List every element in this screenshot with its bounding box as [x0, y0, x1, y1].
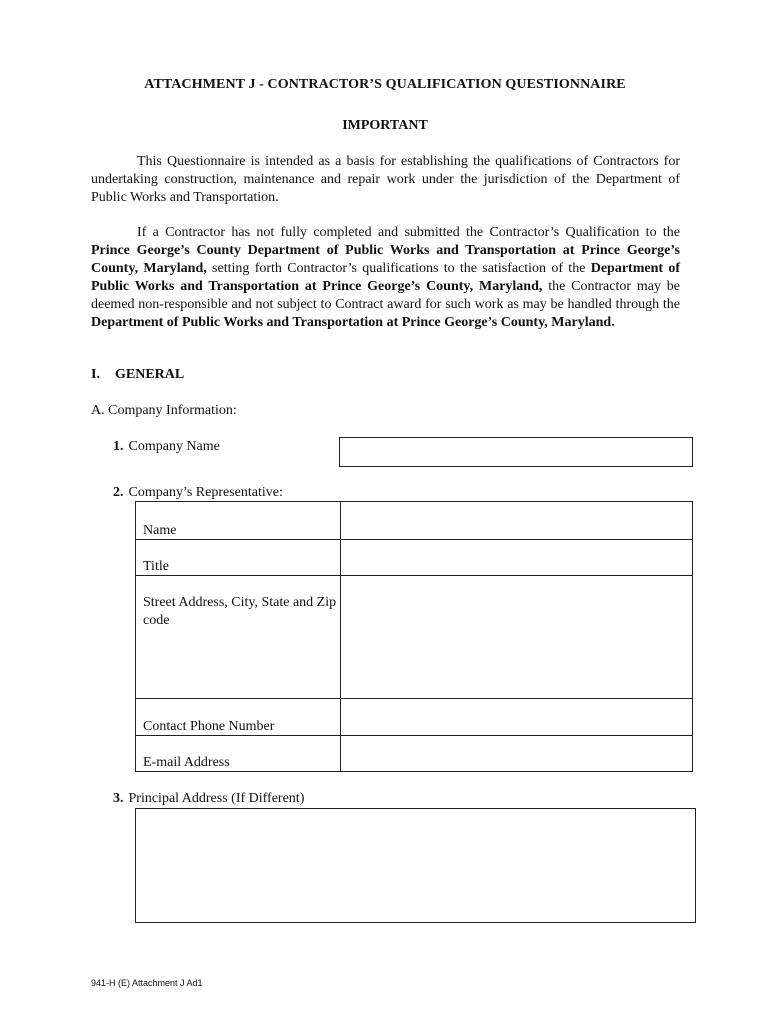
rep-phone-field[interactable]: [341, 699, 692, 735]
rep-address-field[interactable]: [341, 576, 692, 698]
p2-text-e: the Contractor may be deemed non-responsible and not subject to Contract award for such work as may be handled through the: [91, 279, 680, 312]
p2-bold-b: Prince George’s County Department of Public Works and Transportation at Prince George’s County, Maryland,: [91, 243, 680, 276]
intro-paragraph-1: [91, 153, 680, 207]
question-3-label: Principal Address (If Different): [128, 791, 305, 806]
question-2-label: Company’s Representative:: [128, 485, 283, 500]
principal-address-field[interactable]: [135, 808, 696, 923]
rep-email-field[interactable]: [341, 736, 692, 771]
document-title: ATTACHMENT J - CONTRACTOR’S QUALIFICATION QUESTIONNAIRE: [144, 77, 626, 92]
rep-phone-label: Contact Phone Number: [143, 719, 275, 734]
p2-bold-f: Department of Public Works and Transportation at Prince George’s County, Maryland.: [91, 315, 615, 330]
representative-table: [135, 501, 693, 772]
question-1: [113, 439, 220, 455]
question-1-label: Company Name: [128, 439, 220, 454]
rep-name-field[interactable]: [341, 502, 692, 539]
p2-text-a: If a Contractor has not fully completed and submitted the Contractor’s Qualification to the: [137, 225, 680, 240]
question-3: [113, 791, 304, 807]
rep-email-label: E-mail Address: [143, 755, 230, 770]
p2-text-c: setting forth Contractor’s qualifications to the satisfaction of the: [206, 261, 591, 276]
company-information-heading: A. Company Information:: [91, 403, 237, 418]
footer-form-id: 941-H (E) Attachment J Ad1: [91, 978, 203, 988]
section-number: I.: [91, 367, 100, 382]
question-2-number: 2.: [113, 485, 124, 500]
intro-paragraph-1-text: This Questionnaire is intended as a basis for establishing the qualifications of Contractors for undertaking construction, maintenance and repair work under the jurisdiction of the Department of Public Works and Transportation.: [91, 154, 680, 205]
question-1-number: 1.: [113, 439, 124, 454]
company-name-field[interactable]: [339, 437, 693, 467]
question-2: [113, 485, 283, 501]
section-title: GENERAL: [115, 367, 185, 382]
rep-title-label: Title: [143, 559, 169, 574]
rep-address-label: Street Address, City, State and Zip code: [143, 595, 337, 628]
question-3-number: 3.: [113, 791, 124, 806]
rep-name-label: Name: [143, 523, 177, 538]
intro-paragraph-2: [91, 224, 680, 332]
p2-bold-d: Department of Public Works and Transportation at Prince George’s County, Maryland,: [91, 261, 680, 294]
rep-title-field[interactable]: [341, 540, 692, 575]
section-heading: [91, 367, 184, 383]
important-heading: IMPORTANT: [342, 118, 428, 133]
